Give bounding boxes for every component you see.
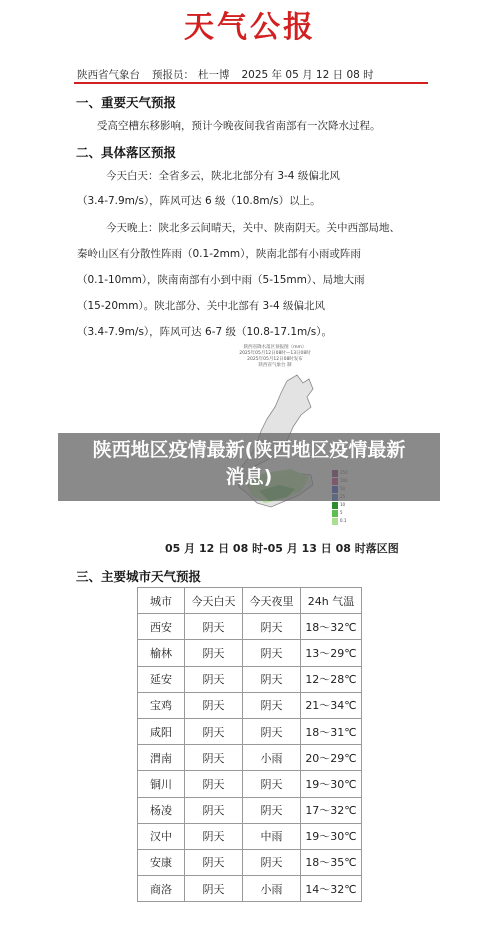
cell-tonight: 小雨: [243, 745, 301, 771]
cell-temperature: 19～30℃: [301, 771, 362, 797]
legend-swatch: [332, 502, 338, 509]
headline-overlay-text: [58, 437, 440, 491]
cell-tonight: 阴天: [243, 614, 301, 640]
today-line-2: （3.4-7.9m/s），阵风可达 6 级（10.8m/s）以上。: [77, 195, 321, 207]
table-row: [138, 745, 362, 771]
city-forecast-table: [137, 587, 362, 902]
map-period-caption: 05 月 12 日 08 时-05 月 13 日 08 时落区图: [165, 542, 399, 555]
map-caption-line: 2025年05月12日08时发布: [247, 357, 303, 362]
cell-today-day: 阴天: [185, 823, 243, 849]
cell-tonight: 阴天: [243, 718, 301, 744]
legend-label: 10: [340, 502, 346, 507]
cell-today-day: 阴天: [185, 849, 243, 875]
table-row: [138, 640, 362, 666]
cell-temperature: 17～32℃: [301, 797, 362, 823]
header-temperature: 24h 气温: [301, 588, 362, 614]
document-meta: [77, 67, 386, 82]
cell-today-day: 阴天: [185, 876, 243, 902]
section-3-heading: 三、主要城市天气预报: [76, 569, 202, 584]
section-2-heading: 二、具体落区预报: [76, 145, 177, 160]
cell-temperature: 14～32℃: [301, 876, 362, 902]
legend-swatch: [332, 518, 338, 525]
cell-city: 汉中: [138, 823, 185, 849]
table-row: [138, 692, 362, 718]
forecaster-name: 杜一博: [198, 69, 230, 81]
table-row: [138, 771, 362, 797]
cell-city: 杨凌: [138, 797, 185, 823]
header-today-day: 今天白天: [185, 588, 243, 614]
cell-city: 西安: [138, 614, 185, 640]
section-1-heading: 一、重要天气预报: [76, 95, 177, 110]
cell-today-day: 阴天: [185, 797, 243, 823]
table-header-row: [138, 588, 362, 614]
table-row: [138, 718, 362, 744]
legend-swatch: [332, 510, 338, 517]
cell-tonight: 阴天: [243, 849, 301, 875]
table-row: [138, 823, 362, 849]
table-row: [138, 876, 362, 902]
today-line-1: 今天白天：全省多云，陕北北部分有 3-4 级偏北风: [106, 170, 340, 182]
table-row: [138, 666, 362, 692]
cell-today-day: 阴天: [185, 771, 243, 797]
tonight-line-5: （3.4-7.9m/s），阵风可达 6-7 级（10.8-17.1m/s）。: [77, 326, 333, 338]
cell-today-day: 阴天: [185, 718, 243, 744]
table-row: [138, 849, 362, 875]
tonight-line-4: （15-20mm）。陕北部分、关中北部有 3-4 级偏北风: [77, 300, 326, 312]
cell-city: 安康: [138, 849, 185, 875]
legend-label: 5: [340, 510, 343, 515]
map-caption-line: 陕西省降水落区预报图（mm）: [243, 345, 307, 350]
headline-line-2: 消息): [225, 466, 273, 488]
issue-date: 2025 年 05 月 12 日 08 时: [241, 69, 374, 81]
section-1-text: 受高空槽东移影响，预计今晚夜间我省南部有一次降水过程。: [97, 120, 381, 132]
cell-temperature: 18～35℃: [301, 849, 362, 875]
cell-city: 延安: [138, 666, 185, 692]
cell-today-day: 阴天: [185, 614, 243, 640]
tonight-line-3: （0.1-10mm），陕南南部有小到中雨（5-15mm）、局地大雨: [77, 274, 365, 286]
table-row: [138, 797, 362, 823]
forecaster-label: 预报员：: [152, 69, 194, 81]
cell-city: 咸阳: [138, 718, 185, 744]
table-row: [138, 614, 362, 640]
cell-tonight: 中雨: [243, 823, 301, 849]
cell-tonight: 阴天: [243, 640, 301, 666]
cell-temperature: 12～28℃: [301, 666, 362, 692]
document-title: 天气公报: [184, 10, 316, 45]
cell-temperature: 21～34℃: [301, 692, 362, 718]
cell-city: 商洛: [138, 876, 185, 902]
cell-temperature: 20～29℃: [301, 745, 362, 771]
cell-city: 铜川: [138, 771, 185, 797]
issuer: 陕西省气象台: [77, 69, 140, 81]
headline-line-1: 陕西地区疫情最新(陕西地区疫情最新: [92, 439, 406, 461]
cell-tonight: 阴天: [243, 666, 301, 692]
legend-label: 0.1: [340, 518, 347, 523]
tonight-line-1: 今天晚上：陕北多云间晴天，关中、陕南阴天。关中西部局地、: [106, 222, 400, 234]
cell-city: 渭南: [138, 745, 185, 771]
cell-tonight: 阴天: [243, 797, 301, 823]
map-caption-line: 陕西省气象台 制: [258, 363, 292, 368]
cell-temperature: 13～29℃: [301, 640, 362, 666]
header-tonight: 今天夜里: [243, 588, 301, 614]
cell-temperature: 18～31℃: [301, 718, 362, 744]
tonight-line-2: 秦岭山区有分散性阵雨（0.1-2mm），陕南北部有小雨或阵雨: [77, 248, 361, 260]
cell-city: 榆林: [138, 640, 185, 666]
cell-tonight: 小雨: [243, 876, 301, 902]
cell-city: 宝鸡: [138, 692, 185, 718]
cell-temperature: 19～30℃: [301, 823, 362, 849]
header-city: 城市: [138, 588, 185, 614]
cell-tonight: 阴天: [243, 692, 301, 718]
header-rule: [74, 82, 428, 84]
cell-today-day: 阴天: [185, 692, 243, 718]
cell-temperature: 18～32℃: [301, 614, 362, 640]
cell-today-day: 阴天: [185, 640, 243, 666]
cell-tonight: 阴天: [243, 771, 301, 797]
map-caption-line: 2025年05月12日08时—13日08时: [239, 351, 311, 356]
cell-today-day: 阴天: [185, 745, 243, 771]
cell-today-day: 阴天: [185, 666, 243, 692]
